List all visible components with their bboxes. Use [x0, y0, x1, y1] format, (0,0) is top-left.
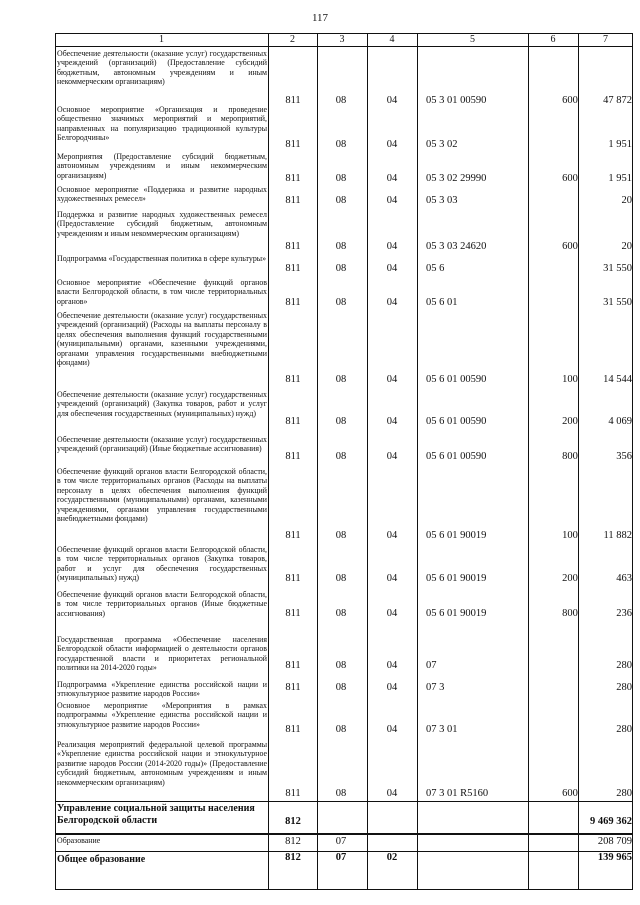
row-description: Обеспечение функций органов власти Белгородской области, в том числе территориальных органов (Расходы на выплаты персоналу в целях обеспечения выполнения функций государственными (муниципальными) органами, казенными учреждениями, органами управления государственными внебюджетными фондами) — [57, 467, 267, 524]
cell-c6: 100 — [562, 530, 578, 541]
row-description: Обеспечение деятельности (оказание услуг) государственных учреждений (организаций) (Иные бюджетные ассигнования) — [57, 435, 267, 454]
cell-c3: 08 — [335, 241, 347, 252]
cell-c7: 280 — [616, 724, 632, 735]
cell-c7: 20 — [621, 241, 632, 252]
row-divider — [55, 46, 633, 47]
row-description: Государственная программа «Обеспечение населения Белгородской области информацией о деятельности органов государственной власти и приоритетах региональной политики на 2014-2020 годы» — [57, 635, 267, 673]
column-divider — [55, 33, 56, 889]
cell-c4: 04 — [386, 263, 398, 274]
page-number: 117 — [311, 12, 329, 24]
cell-c7: 280 — [616, 788, 632, 799]
cell-c6: 100 — [562, 374, 578, 385]
row-description: Основное мероприятие «Обеспечение функций органов власти Белгородской области, в том числе территориальных органов» — [57, 278, 267, 306]
column-header-6: 6 — [550, 34, 556, 45]
row-description: Обеспечение функций органов власти Белгородской области, в том числе территориальных органов (Иные бюджетные ассигнования) — [57, 590, 267, 618]
cell-c7: 47 872 — [603, 95, 632, 106]
cell-c4: 04 — [386, 573, 398, 584]
column-header-2: 2 — [290, 34, 295, 45]
row-description: Обеспечение деятельности (оказание услуг) государственных учреждений (организаций) (Закупка товаров, работ и услуг для обеспечения государственных (муниципальных) нужд) — [57, 390, 267, 418]
column-divider — [417, 33, 418, 889]
row-divider — [55, 833, 633, 835]
cell-c2: 811 — [285, 374, 301, 385]
cell-c3: 08 — [335, 724, 347, 735]
cell-c3: 08 — [335, 788, 347, 799]
cell-c2: 811 — [285, 95, 301, 106]
cell-c7: 280 — [616, 660, 632, 671]
row-description: Обеспечение деятельности (оказание услуг) государственных учреждений (организаций) (Предоставление субсидий бюджетным, автономным учреждениям и иным некоммерческим организациям) — [57, 49, 267, 87]
cell-c5: 05 6 01 00590 — [426, 416, 487, 427]
cell-c2: 811 — [285, 416, 301, 427]
cell-c5: 05 6 01 90019 — [426, 530, 487, 541]
column-header-4: 4 — [389, 34, 395, 45]
cell-c4: 04 — [386, 374, 398, 385]
cell-c5: 05 3 03 — [426, 195, 458, 206]
row-description: Образование — [57, 836, 101, 845]
row-description: Основное мероприятие «Поддержка и развитие народных художественных ремесел» — [57, 185, 267, 204]
cell-c6: 600 — [562, 173, 578, 184]
cell-c5: 05 6 01 00590 — [426, 451, 487, 462]
cell-c4: 04 — [386, 451, 398, 462]
cell-c2: 811 — [285, 451, 301, 462]
cell-c4: 04 — [386, 788, 398, 799]
cell-c2: 811 — [285, 724, 301, 735]
cell-c2: 811 — [285, 241, 301, 252]
cell-c5: 07 3 01 R5160 — [426, 788, 489, 799]
cell-c4: 04 — [386, 724, 398, 735]
cell-c6: 600 — [562, 788, 578, 799]
cell-c4: 04 — [386, 173, 398, 184]
cell-c2: 811 — [285, 297, 301, 308]
cell-c3: 08 — [335, 139, 347, 150]
cell-c7: 11 882 — [603, 530, 632, 541]
cell-c5: 05 6 — [426, 263, 445, 274]
cell-c4: 04 — [386, 195, 398, 206]
column-divider — [632, 33, 633, 889]
cell-c3: 08 — [335, 173, 347, 184]
cell-c7: 139 965 — [597, 852, 632, 863]
cell-c5: 07 — [426, 660, 437, 671]
cell-c2: 812 — [285, 836, 301, 847]
cell-c7: 31 550 — [603, 297, 632, 308]
cell-c3: 08 — [335, 451, 347, 462]
cell-c7: 280 — [616, 682, 632, 693]
row-description: Подпрограмма «Укрепление единства российской нации и этнокультурное развитие народов России» — [57, 680, 267, 699]
row-description: Обеспечение функций органов власти Белгородской области, в том числе территориальных органов (Закупка товаров, работ и услуг для обеспечения государственных (муниципальных) нужд) — [57, 545, 267, 583]
cell-c5: 07 3 01 — [426, 724, 458, 735]
cell-c7: 20 — [621, 195, 632, 206]
cell-c2: 811 — [285, 573, 301, 584]
cell-c5: 05 3 03 24620 — [426, 241, 487, 252]
cell-c5: 07 3 — [426, 682, 445, 693]
cell-c7: 208 709 — [597, 836, 632, 847]
cell-c4: 04 — [386, 682, 398, 693]
cell-c2: 811 — [285, 173, 301, 184]
row-description: Основное мероприятие «Мероприятия в рамках подпрограммы «Укрепление единства российской нации и этнокультурное развитие народов России» — [57, 701, 267, 729]
row-description: Мероприятия (Предоставление субсидий бюджетным, автономным учреждениям и иным некоммерческим организациям) — [57, 152, 267, 180]
column-header-7: 7 — [603, 34, 608, 45]
cell-c2: 811 — [285, 788, 301, 799]
row-description: Поддержка и развитие народных художественных ремесел (Предоставление субсидий бюджетным, автономным учреждениям и иным некоммерческим организациям) — [57, 210, 267, 238]
cell-c3: 08 — [335, 195, 347, 206]
row-description: Реализация мероприятий федеральной целевой программы «Укрепление единства российской нации и этнокультурное развитие народов России (2014-2020 годы)» (Предоставление субсидий бюджетным, автономным учреждениям и иным некоммерческим организациям) — [57, 740, 267, 787]
cell-c2: 812 — [285, 852, 301, 863]
cell-c7: 1 951 — [608, 139, 632, 150]
row-description: Общее образование — [57, 854, 146, 865]
cell-c4: 04 — [386, 95, 398, 106]
cell-c6: 200 — [562, 573, 578, 584]
cell-c4: 04 — [386, 139, 398, 150]
cell-c5: 05 6 01 00590 — [426, 374, 487, 385]
cell-c2: 811 — [285, 608, 301, 619]
cell-c3: 08 — [335, 297, 347, 308]
cell-c5: 05 3 02 29990 — [426, 173, 487, 184]
row-description: Управление социальной защиты населения Белгородской области — [57, 803, 255, 826]
cell-c3: 08 — [335, 573, 347, 584]
cell-c3: 08 — [335, 95, 347, 106]
column-header-1: 1 — [159, 34, 164, 45]
cell-c4: 04 — [386, 660, 398, 671]
cell-c5: 05 3 01 00590 — [426, 95, 487, 106]
cell-c5: 05 6 01 90019 — [426, 573, 487, 584]
cell-c2: 811 — [285, 139, 301, 150]
cell-c4: 04 — [386, 241, 398, 252]
column-header-5: 5 — [470, 34, 475, 45]
cell-c5: 05 3 02 — [426, 139, 458, 150]
row-description: Обеспечение деятельности (оказание услуг) государственных учреждений (организаций) (Расходы на выплаты персоналу в целях обеспечения выполнения функций государственными (муниципальными) органами, казенными учреждениями, органами управления государственными внебюджетными фондами) — [57, 311, 267, 368]
cell-c2: 812 — [285, 816, 301, 827]
cell-c7: 1 951 — [608, 173, 632, 184]
cell-c6: 600 — [562, 241, 578, 252]
cell-c2: 811 — [285, 195, 301, 206]
cell-c2: 811 — [285, 263, 301, 274]
cell-c7: 463 — [616, 573, 632, 584]
cell-c7: 14 544 — [603, 374, 632, 385]
cell-c3: 08 — [335, 416, 347, 427]
cell-c7: 4 069 — [608, 416, 632, 427]
row-divider — [55, 801, 633, 802]
row-description: Основное мероприятие «Организация и проведение общественно значимых мероприятий и мероприятий, направленных на популяризацию традиционной культуры Белгородчины» — [57, 105, 267, 143]
cell-c3: 08 — [335, 608, 347, 619]
cell-c4: 04 — [386, 530, 398, 541]
cell-c3: 08 — [335, 682, 347, 693]
cell-c4: 04 — [386, 416, 398, 427]
cell-c7: 236 — [616, 608, 632, 619]
cell-c7: 356 — [616, 451, 632, 462]
cell-c3: 07 — [335, 836, 347, 847]
cell-c3: 08 — [335, 374, 347, 385]
cell-c2: 811 — [285, 530, 301, 541]
cell-c7: 31 550 — [603, 263, 632, 274]
budget-table — [55, 33, 633, 889]
cell-c3: 08 — [335, 263, 347, 274]
cell-c2: 811 — [285, 660, 301, 671]
column-header-3: 3 — [339, 34, 345, 45]
cell-c3: 08 — [335, 530, 347, 541]
cell-c6: 600 — [562, 95, 578, 106]
cell-c4: 04 — [386, 297, 398, 308]
cell-c6: 800 — [562, 608, 578, 619]
cell-c6: 200 — [562, 416, 578, 427]
column-divider — [268, 33, 269, 889]
cell-c4: 04 — [386, 608, 398, 619]
cell-c3: 08 — [335, 660, 347, 671]
cell-c4: 02 — [386, 852, 398, 863]
cell-c5: 05 6 01 — [426, 297, 458, 308]
row-description: Подпрограмма «Государственная политика в сфере культуры» — [57, 254, 267, 263]
cell-c6: 800 — [562, 451, 578, 462]
cell-c2: 811 — [285, 682, 301, 693]
cell-c7: 9 469 362 — [590, 816, 632, 827]
cell-c5: 05 6 01 90019 — [426, 608, 487, 619]
row-divider — [55, 889, 633, 890]
cell-c3: 07 — [335, 852, 347, 863]
